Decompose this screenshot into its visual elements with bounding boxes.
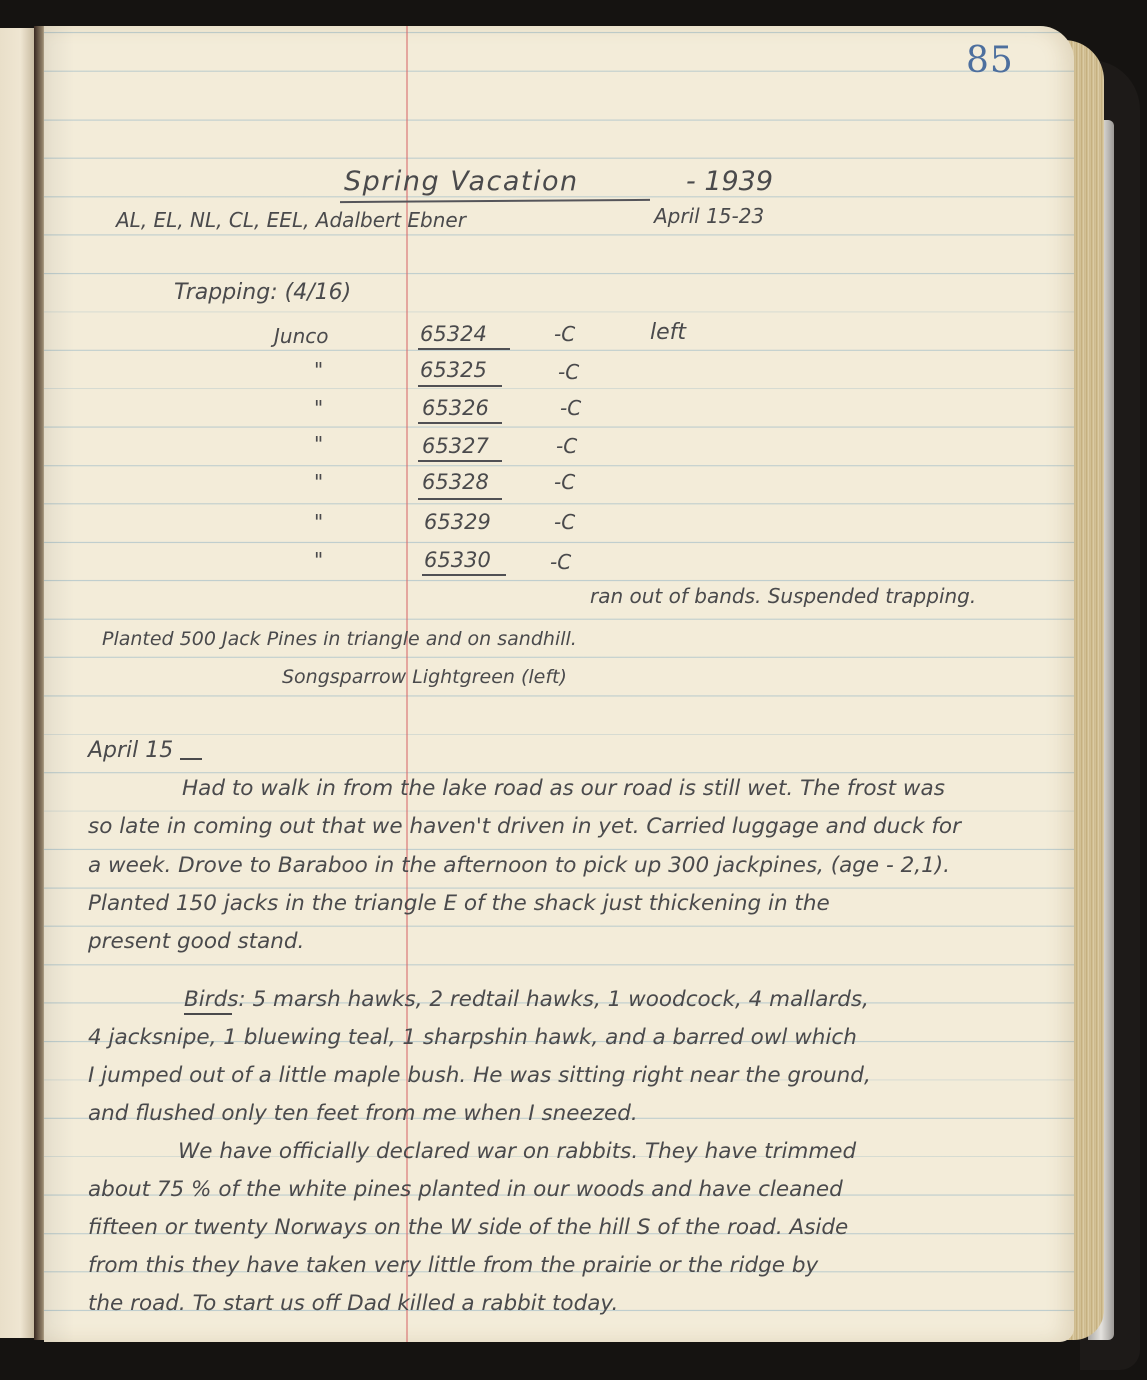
- trap-row-band: 65329: [424, 510, 491, 534]
- trap-row-code: -C: [554, 510, 576, 534]
- journal-line: present good stand.: [88, 929, 305, 954]
- birds-underline: [184, 1013, 232, 1015]
- planted-note: Planted 500 Jack Pines in triangle and on sandhill.: [102, 628, 577, 650]
- previous-page-edge: [0, 28, 36, 1338]
- trap-row-note: left: [650, 320, 687, 345]
- trap-row-code: -C: [558, 360, 580, 384]
- trap-row-species: ": [314, 510, 324, 534]
- band-underline: [418, 460, 502, 462]
- journal-line: We have officially declared war on rabbits. They have trimmed: [178, 1139, 857, 1164]
- journal-line: fifteen or twenty Norways on the W side of the hill S of the road. Aside: [88, 1215, 849, 1240]
- journal-line: so late in coming out that we haven't driven in yet. Carried luggage and duck for: [88, 814, 961, 839]
- band-underline: [422, 574, 506, 576]
- journal-line: Planted 150 jacks in the triangle E of the shack just thickening in the: [88, 891, 830, 916]
- trap-row-band: 65328: [422, 470, 489, 494]
- journal-line: and flushed only ten feet from me when I sneezed.: [88, 1101, 638, 1126]
- title-underline: [340, 199, 650, 203]
- trap-row-code: -C: [556, 434, 578, 458]
- trap-row-band: 65324: [420, 322, 487, 346]
- ran-out-note: ran out of bands. Suspended trapping.: [590, 584, 977, 608]
- trap-row-code: -C: [550, 550, 572, 574]
- trap-row-band: 65325: [420, 358, 487, 382]
- entry-date: April 15: [88, 738, 174, 763]
- journal-line: 4 jacksnipe, 1 bluewing teal, 1 sharpshin hawk, and a barred owl which: [88, 1025, 857, 1050]
- songsparrow-note: Songsparrow Lightgreen (left): [282, 666, 567, 688]
- journal-line: from this they have taken very little from the prairie or the ridge by: [88, 1253, 819, 1278]
- trap-row-band: 65326: [422, 396, 489, 420]
- trip-dates: April 15-23: [654, 204, 765, 228]
- trap-row-species: ": [314, 432, 324, 456]
- trap-row-species: ": [314, 358, 324, 382]
- trap-row-species: ": [314, 396, 324, 420]
- band-underline: [418, 498, 502, 500]
- page-title: Spring Vacation: [344, 166, 579, 197]
- trap-row-species: Junco: [274, 324, 329, 348]
- trap-row-code: -C: [554, 322, 576, 346]
- party-list: AL, EL, NL, CL, EEL, Adalbert Ebner: [116, 208, 466, 232]
- title-year: - 1939: [686, 166, 774, 197]
- trap-row-band: 65330: [424, 548, 491, 572]
- trapping-heading: Trapping: (4/16): [174, 280, 352, 305]
- trap-row-species: ": [314, 470, 324, 494]
- journal-line: a week. Drove to Baraboo in the afternoon to pick up 300 jackpines, (age - 2,1).: [88, 853, 951, 878]
- trap-row-band: 65327: [422, 434, 489, 458]
- journal-line: Birds: 5 marsh hawks, 2 redtail hawks, 1 woodcock, 4 mallards,: [184, 987, 869, 1012]
- band-underline: [418, 422, 502, 424]
- journal-line: the road. To start us off Dad killed a rabbit today.: [88, 1291, 619, 1316]
- journal-line: I jumped out of a little maple bush. He was sitting right near the ground,: [88, 1063, 871, 1088]
- notebook-page: [44, 26, 1074, 1342]
- entry-date-dash: [180, 758, 202, 760]
- page-number: 85: [966, 40, 1014, 81]
- band-underline: [418, 385, 502, 387]
- trap-row-species: ": [314, 548, 324, 572]
- journal-line: about 75 % of the white pines planted in our woods and have cleaned: [88, 1177, 843, 1202]
- trap-row-code: -C: [560, 396, 582, 420]
- trap-row-code: -C: [554, 470, 576, 494]
- band-underline: [418, 348, 510, 350]
- journal-line: Had to walk in from the lake road as our road is still wet. The frost was: [182, 776, 945, 801]
